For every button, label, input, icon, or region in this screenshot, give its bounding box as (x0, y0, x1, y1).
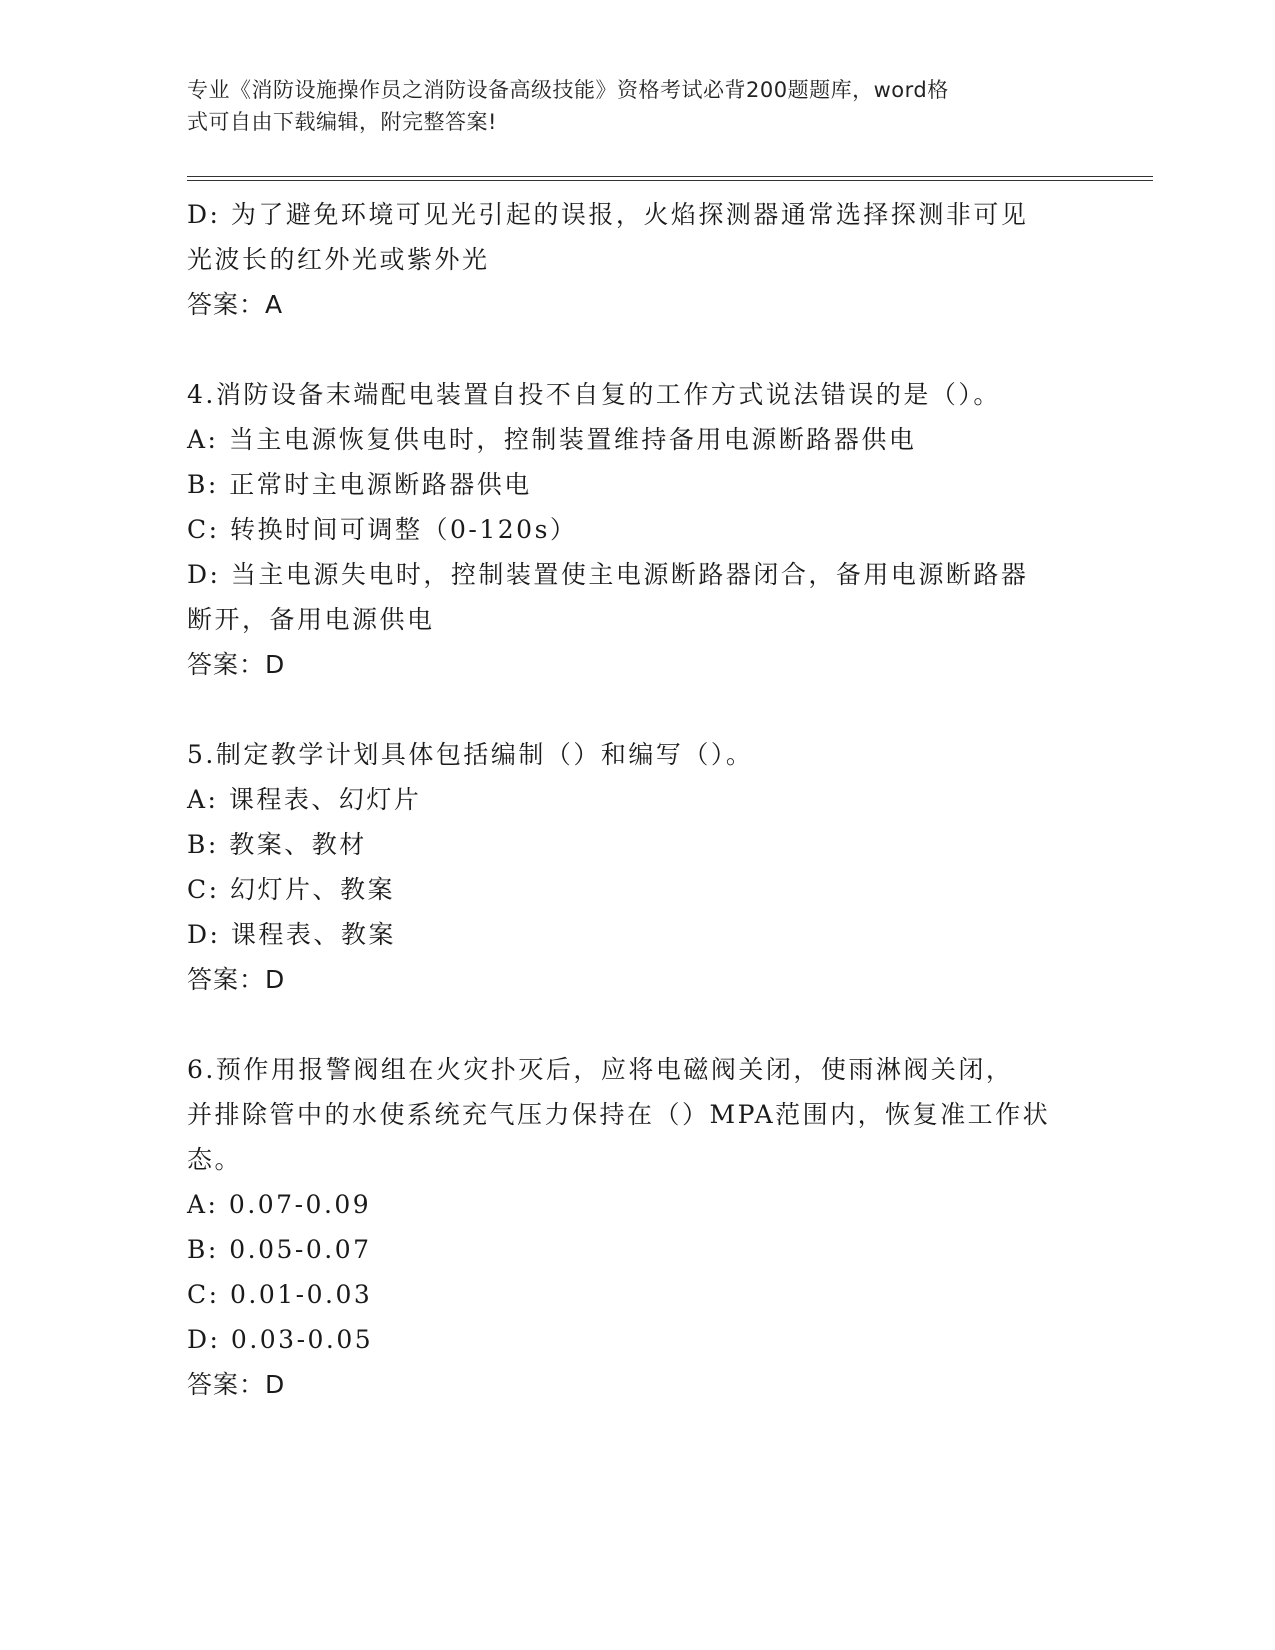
option-d: 断开，备用电源供电 (187, 605, 435, 634)
answer (187, 957, 1087, 1002)
option-b: B: 0.05-0.07 (187, 1235, 372, 1264)
option-b: B: 教案、教材 (187, 830, 367, 859)
option-a: A: 当主电源恢复供电时，控制装置维持备用电源断路器供电 (187, 425, 917, 454)
question-stem: 态。 (187, 1145, 243, 1174)
question-6 (187, 1047, 1087, 1407)
question-stem: 6.预作用报警阀组在火灾扑灭后，应将电磁阀关闭，使雨淋阀关闭， (187, 1055, 1014, 1084)
answer (187, 1362, 1087, 1407)
question-continued (187, 192, 1087, 327)
answer (187, 282, 1087, 327)
option-b: B: 正常时主电源断路器供电 (187, 470, 532, 499)
page-header (187, 74, 1067, 138)
question-stem: 并排除管中的水使系统充气压力保持在（）MPA范围内，恢复准工作状 (187, 1100, 1051, 1129)
option-c: C: 幻灯片、教案 (187, 875, 395, 904)
answer-value: D (265, 965, 286, 994)
question-stem: 5.制定教学计划具体包括编制（）和编写（）。 (187, 740, 754, 769)
question-5 (187, 732, 1087, 1002)
option-d: D: 0.03-0.05 (187, 1325, 374, 1354)
option-d: D: 为了避免环境可见光引起的误报，火焰探测器通常选择探测非可见 (187, 200, 1029, 229)
answer-value: D (265, 650, 286, 679)
header-line: 式可自由下载编辑，附完整答案! (187, 110, 497, 134)
answer-value: D (265, 1370, 286, 1399)
option-a: A: 课程表、幻灯片 (187, 785, 422, 814)
question-4 (187, 372, 1087, 687)
answer-label: 答案： (187, 965, 266, 994)
header-rule (187, 180, 1153, 181)
question-stem: 4.消防设备末端配电装置自投不自复的工作方式说法错误的是（）。 (187, 380, 1001, 409)
option-d: D: 当主电源失电时，控制装置使主电源断路器闭合，备用电源断路器 (187, 560, 1029, 589)
answer (187, 642, 1087, 687)
answer-label: 答案： (187, 290, 266, 319)
option-c: C: 0.01-0.03 (187, 1280, 373, 1309)
option-c: C: 转换时间可调整（0-120s） (187, 515, 578, 544)
header-rule (187, 176, 1153, 177)
question-content (187, 192, 1087, 1407)
header-line: 专业《消防设施操作员之消防设备高级技能》资格考试必背200题题库，word格 (187, 78, 949, 102)
option-d: 光波长的红外光或紫外光 (187, 245, 490, 274)
option-d: D: 课程表、教案 (187, 920, 396, 949)
answer-label: 答案： (187, 650, 266, 679)
option-a: A: 0.07-0.09 (187, 1190, 372, 1219)
answer-value: A (265, 290, 284, 319)
answer-label: 答案： (187, 1370, 266, 1399)
